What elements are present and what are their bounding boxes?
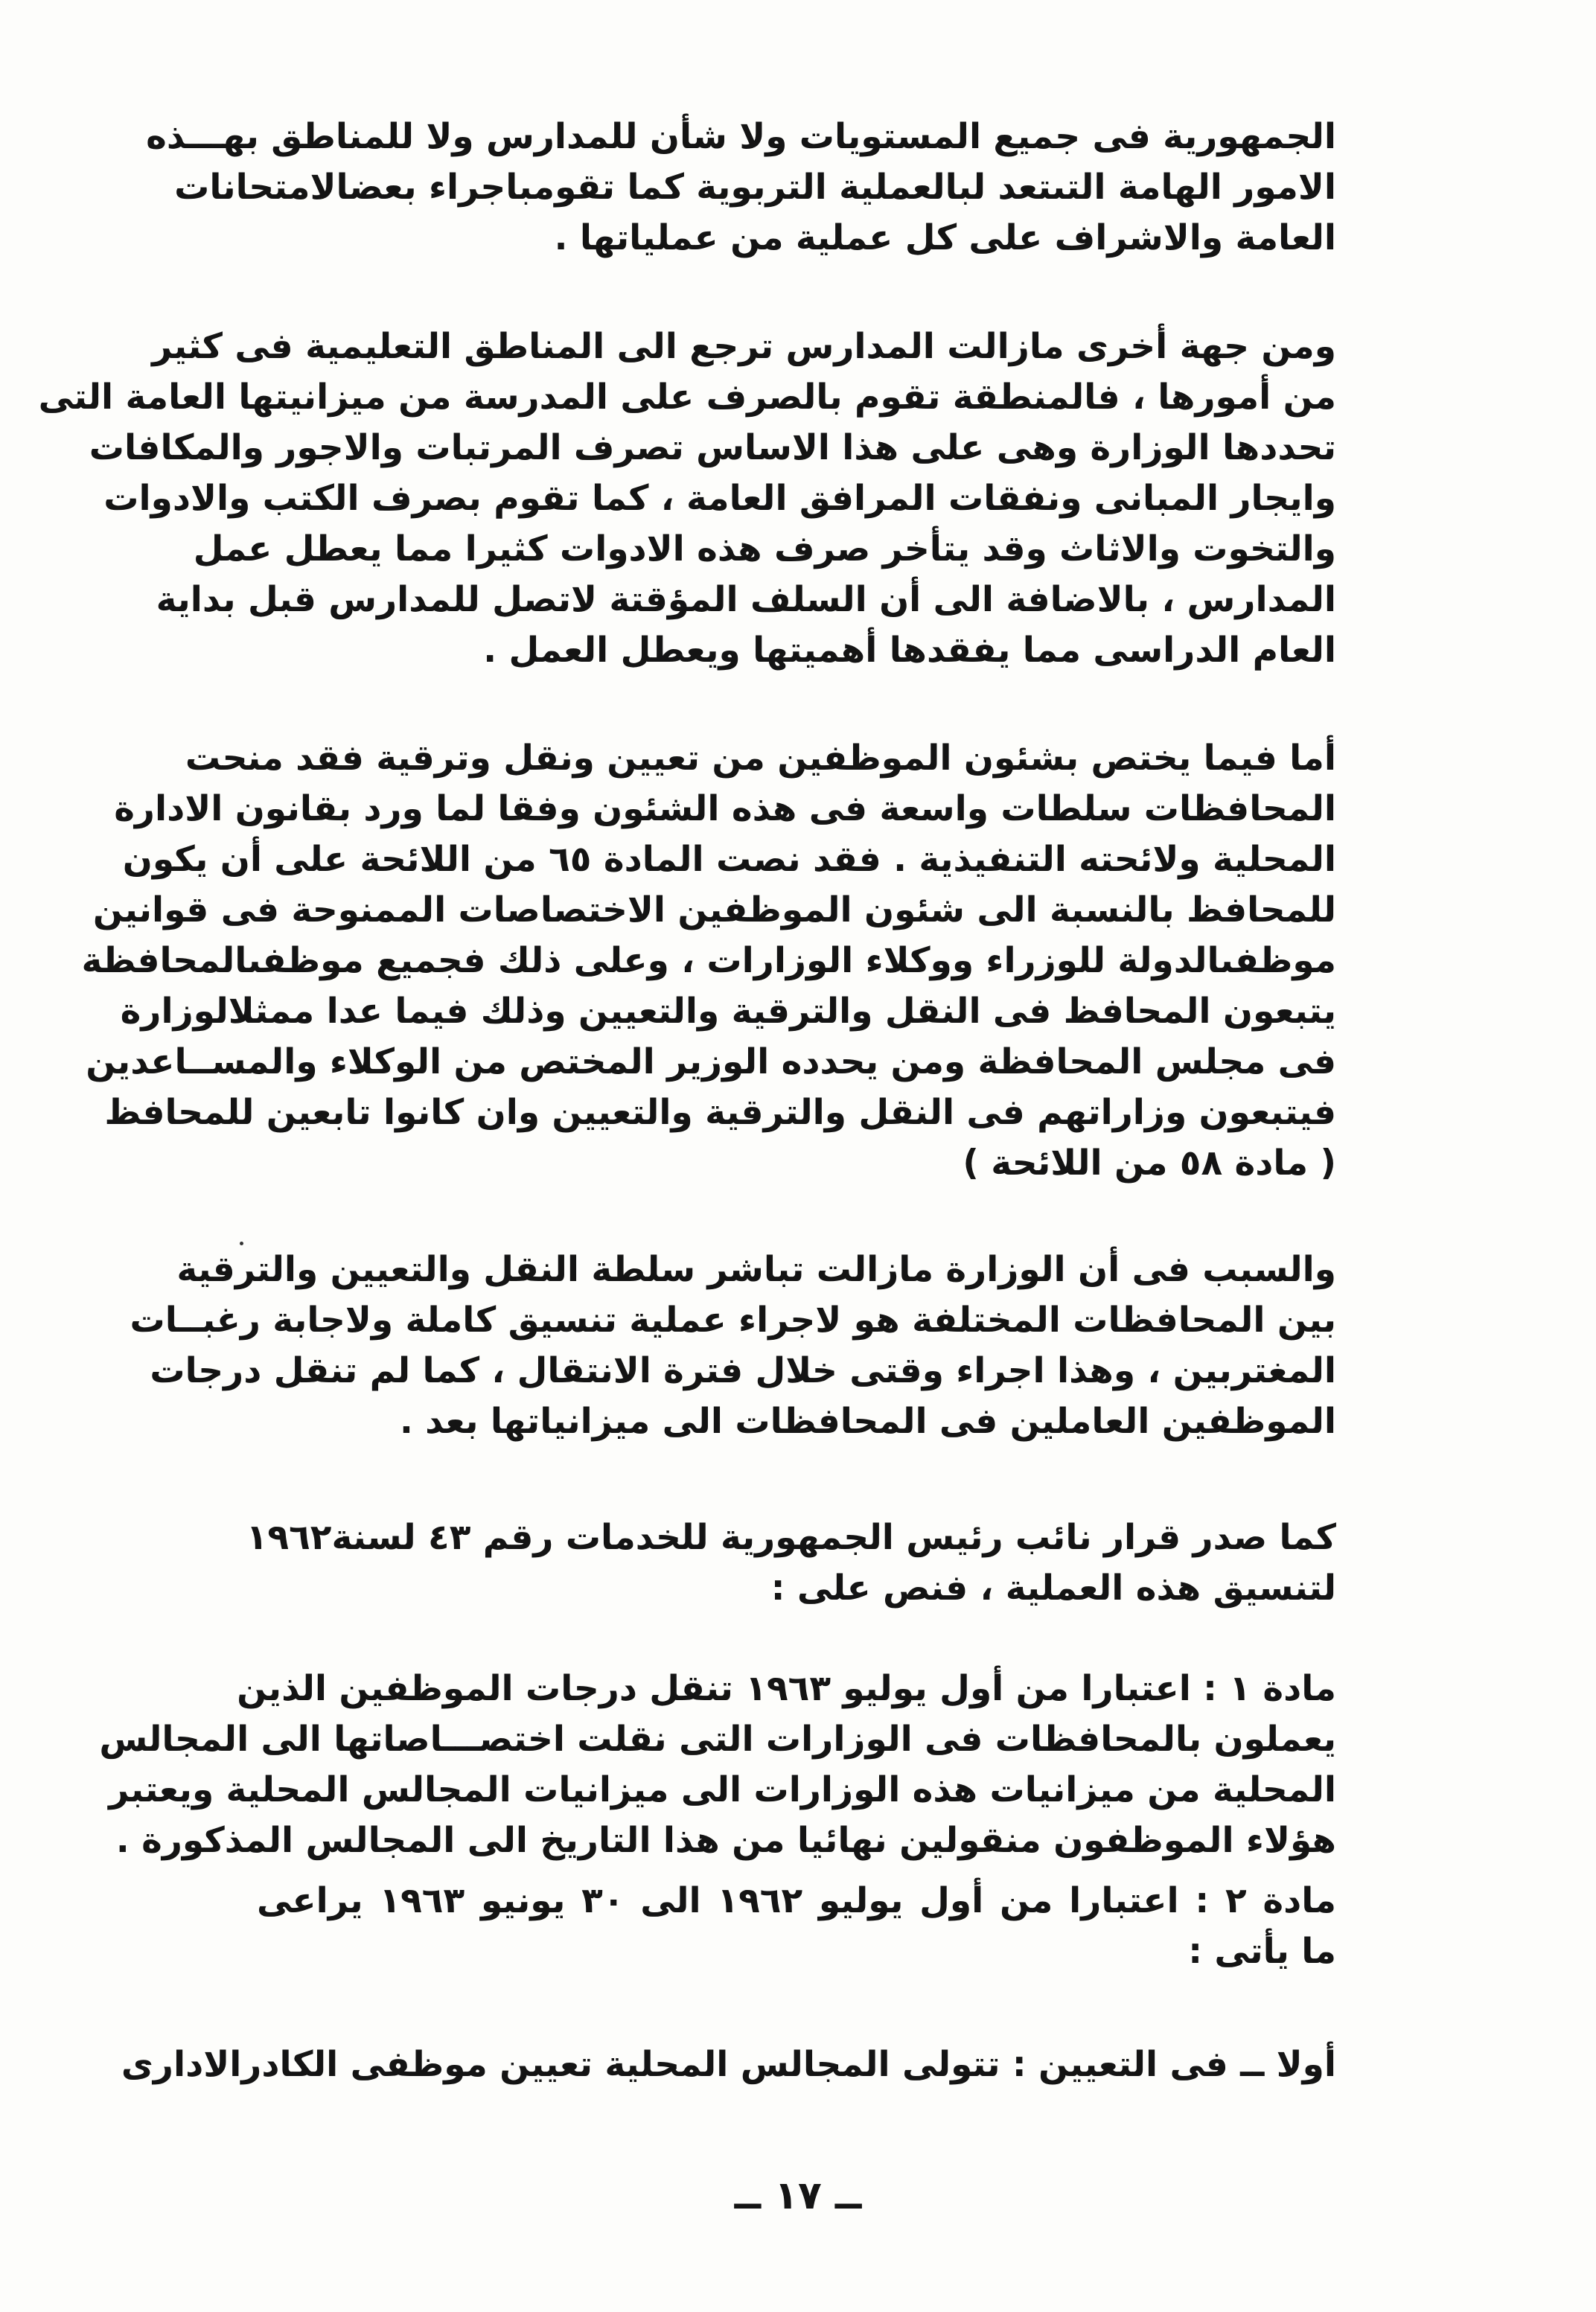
text-line: والتخوت والاثاث وقد يتأخر صرف هذه الادوات كثيرا مما يعطل عمل bbox=[193, 528, 1336, 569]
text-line: من أمورها ، فالمنطقة تقوم بالصرف على المدرسة من ميزانيتها العامة التى bbox=[38, 377, 1336, 418]
text-line: ما يأتى : bbox=[1188, 1931, 1336, 1972]
text-line: المحلية من ميزانيات هذه الوزارات الى ميزانيات المجالس المحلية ويعتبر bbox=[109, 1769, 1336, 1810]
text-line: ومن جهة أخرى مازالت المدارس ترجع الى المناطق التعليمية فى كثير bbox=[152, 326, 1336, 367]
text-line: هؤلاء الموظفون منقولين نهائيا من هذا التاريخ الى المجالس المذكورة . bbox=[115, 1820, 1336, 1861]
text-line: كما صدر قرار نائب رئيس الجمهورية للخدمات رقم ٤٣ لسنة١٩٦٢ bbox=[246, 1517, 1336, 1558]
text-line: أولا ــ فى التعيين : تتولى المجالس المحلية تعيين موظفى الكادرالادارى bbox=[121, 2044, 1336, 2085]
text-line: والسبب فى أن الوزارة مازالت تباشر سلطة النقل والتعيين والترقية bbox=[176, 1249, 1336, 1290]
text-line: ( مادة ٥٨ من اللائحة ) bbox=[963, 1143, 1336, 1184]
text-line: الموظفين العاملين فى المحافظات الى ميزانياتها بعد . bbox=[399, 1401, 1336, 1442]
text-line: مادة ١ : اعتبارا من أول يوليو ١٩٦٣ تنقل درجات الموظفين الذين bbox=[237, 1668, 1336, 1709]
text-line: المحافظات سلطات واسعة فى هذه الشئون وفقا لما ورد بقانون الادارة bbox=[114, 788, 1336, 829]
text-line: للمحافظ بالنسبة الى شئون الموظفين الاختصاصات الممنوحة فى قوانين bbox=[92, 890, 1336, 930]
text-line: فى مجلس المحافظة ومن يحدده الوزير المختص من الوكلاء والمســاعدين bbox=[86, 1041, 1336, 1082]
text-line: فيتبعون وزاراتهم فى النقل والترقية والتعيين وان كانوا تابعين للمحافظ bbox=[104, 1092, 1336, 1133]
text-line: تحددها الوزارة وهى على هذا الاساس تصرف المرتبات والاجور والمكافات bbox=[89, 427, 1336, 468]
text-line: بين المحافظات المختلفة هو لاجراء عملية تنسيق كاملة ولاجابة رغبــات bbox=[130, 1300, 1336, 1341]
text-line: مادة ٢ : اعتبارا من أول يوليو ١٩٦٢ الى ٣٠ يونيو ١٩٦٣ يراعى bbox=[257, 1880, 1337, 1921]
paragraph-2 bbox=[38, 322, 1336, 676]
paragraph-4 bbox=[130, 1245, 1336, 1447]
text-line: يعملون بالمحافظات فى الوزارات التى نقلت اختصـــاصاتها الى المجالس bbox=[99, 1719, 1336, 1760]
text-line: المدارس ، بالاضافة الى أن السلف المؤقتة لاتصل للمدارس قبل بداية bbox=[156, 579, 1336, 620]
text-line: الجمهورية فى جميع المستويات ولا شأن للمدارس ولا للمناطق بهـــذه bbox=[146, 116, 1336, 157]
text-line: موظفىالدولة للوزراء ووكلاء الوزارات ، وعلى ذلك فجميع موظفىالمحافظة bbox=[81, 940, 1336, 981]
paragraph-5 bbox=[246, 1513, 1336, 1614]
text-line: المحلية ولائحته التنفيذية . فقد نصت المادة ٦٥ من اللائحة على أن يكون bbox=[122, 839, 1336, 880]
text-line: يتبعون المحافظ فى النقل والترقية والتعيين وذلك فيما عدا ممثلالوزارة bbox=[120, 991, 1336, 1032]
text-line: العام الدراسى مما يفقدها أهميتها ويعطل العمل . bbox=[483, 630, 1336, 671]
text-line: وايجار المبانى ونفقات المرافق العامة ، كما تقوم بصرف الكتب والادوات bbox=[103, 478, 1336, 519]
text-line: العامة والاشراف على كل عملية من عملياتها . bbox=[554, 217, 1336, 258]
paragraph-8 bbox=[121, 2040, 1336, 2090]
text-line: الامور الهامة التىتعد لبالعملية التربوية كما تقومباجراء بعضالامتحانات bbox=[174, 167, 1336, 208]
paragraph-1 bbox=[146, 112, 1336, 264]
text-line: أما فيما يختص بشئون الموظفين من تعيين ونقل وترقية فقد منحت bbox=[185, 738, 1336, 779]
text-line: المغتربين ، وهذا اجراء وقتى خلال فترة الانتقال ، كما لم تنقل درجات bbox=[150, 1350, 1336, 1391]
paragraph-3 bbox=[81, 733, 1336, 1189]
paragraph-7 bbox=[257, 1876, 1336, 1977]
page-number: ــ ١٧ ــ bbox=[734, 2174, 862, 2218]
paragraph-6 bbox=[99, 1664, 1336, 1866]
text-line: لتنسيق هذه العملية ، فنص على : bbox=[770, 1568, 1336, 1609]
